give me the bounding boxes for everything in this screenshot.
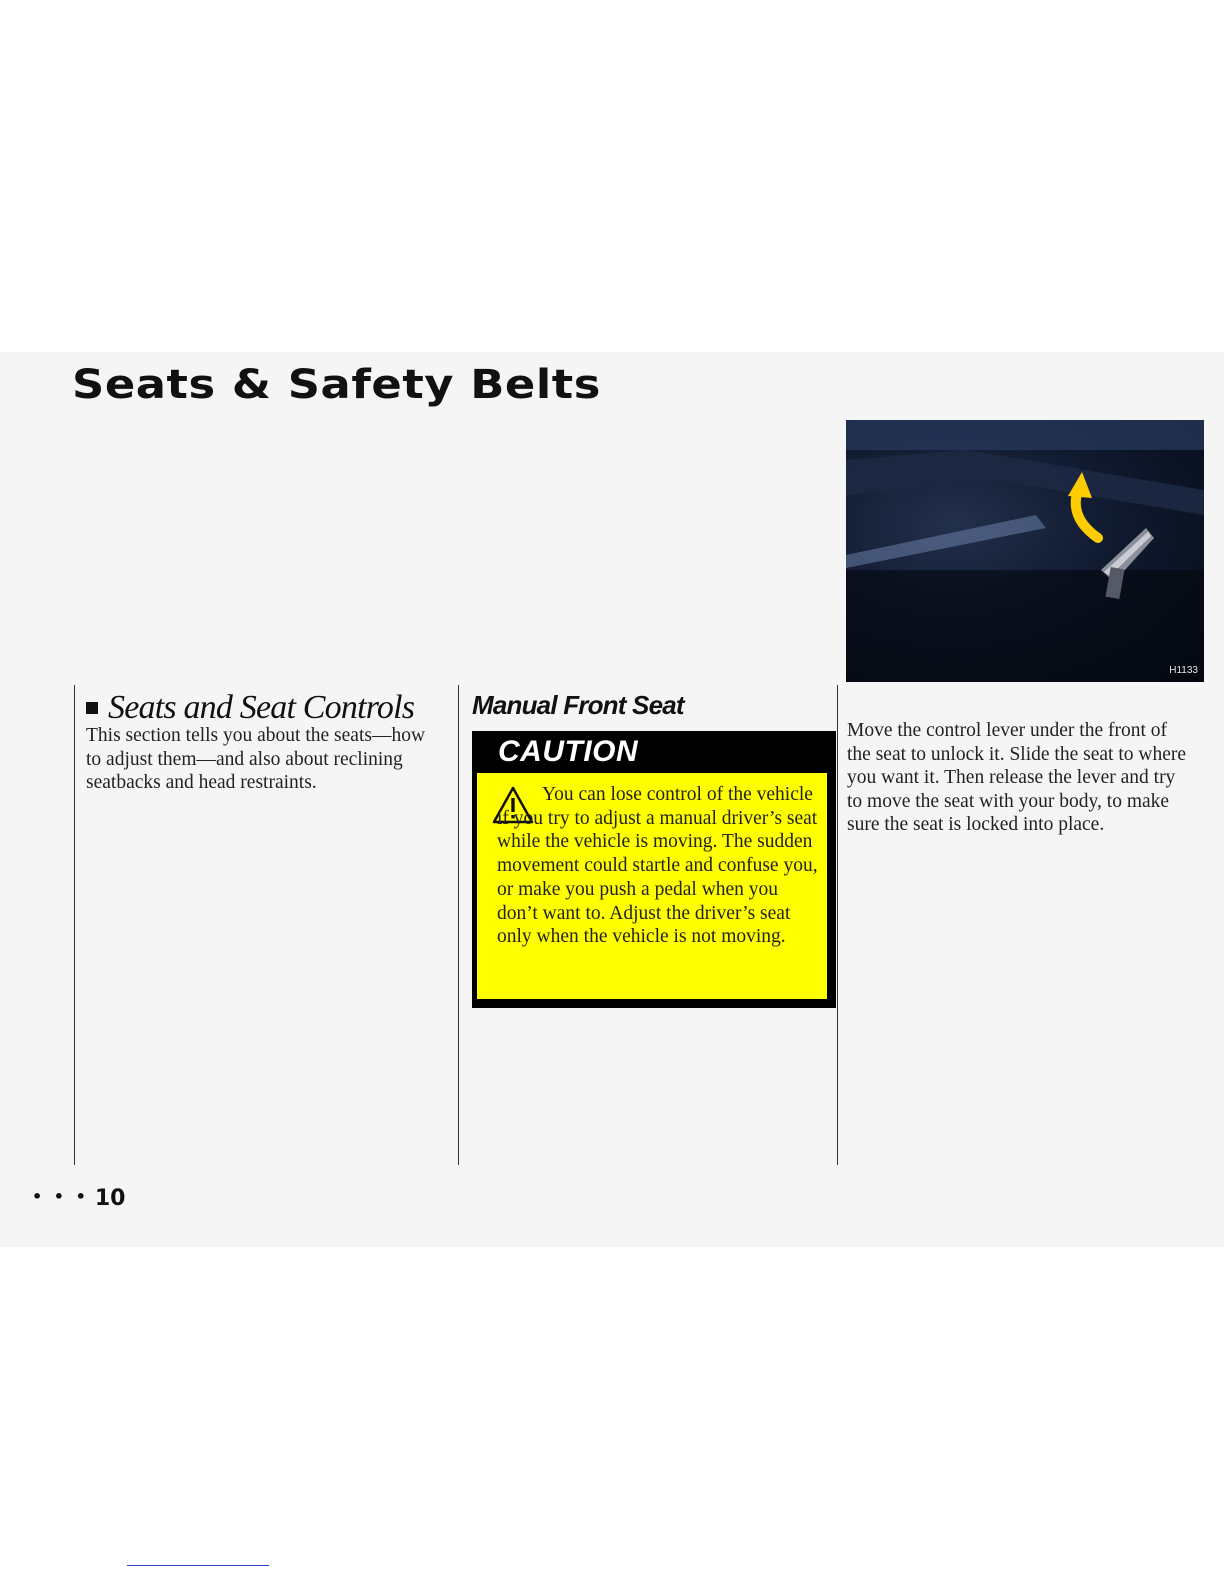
column-divider-left <box>74 685 75 1165</box>
column-divider-right <box>837 685 838 1165</box>
caution-body <box>477 773 827 999</box>
seat-rail <box>846 515 1046 568</box>
section-intro-text: This section tells you about the seats—how to adjust them—and also about reclining seatbacks and head restraints. <box>86 725 426 793</box>
column-divider-middle <box>458 685 459 1165</box>
bullet-square-icon <box>86 702 98 714</box>
figure-code: H1133 <box>1169 665 1198 676</box>
subsection-heading: Manual Front Seat <box>472 690 684 720</box>
caution-text: You can lose control of the vehicle if you try to adjust a manual driver’s seat while the vehicle is moving. The sudden movement could startle and confuse you, or make you push a pedal when you don’t want to. Adjust the driver’s seat only when the vehicle is not moving. <box>497 784 818 948</box>
section-heading-text: Seats and Seat Controls <box>108 689 415 726</box>
page-number-value: 10 <box>94 1186 126 1211</box>
chapter-title: Seats & Safety Belts <box>72 362 601 408</box>
underline-rule <box>127 1565 269 1566</box>
seat-lever-illustration <box>846 420 1204 682</box>
caution-header: CAUTION <box>498 735 639 768</box>
caution-box <box>472 731 836 1008</box>
page-number-dots: • • • <box>32 1187 89 1206</box>
seat-lever-photo <box>846 420 1204 682</box>
page-number <box>32 1186 125 1211</box>
seat-adjust-instructions: Move the control lever under the front of the seat to unlock it. Slide the seat to where you want it. Then release the lever and try to move the seat with your body, to make sure the seat is locked into place. <box>847 720 1186 835</box>
section-heading <box>86 689 414 727</box>
